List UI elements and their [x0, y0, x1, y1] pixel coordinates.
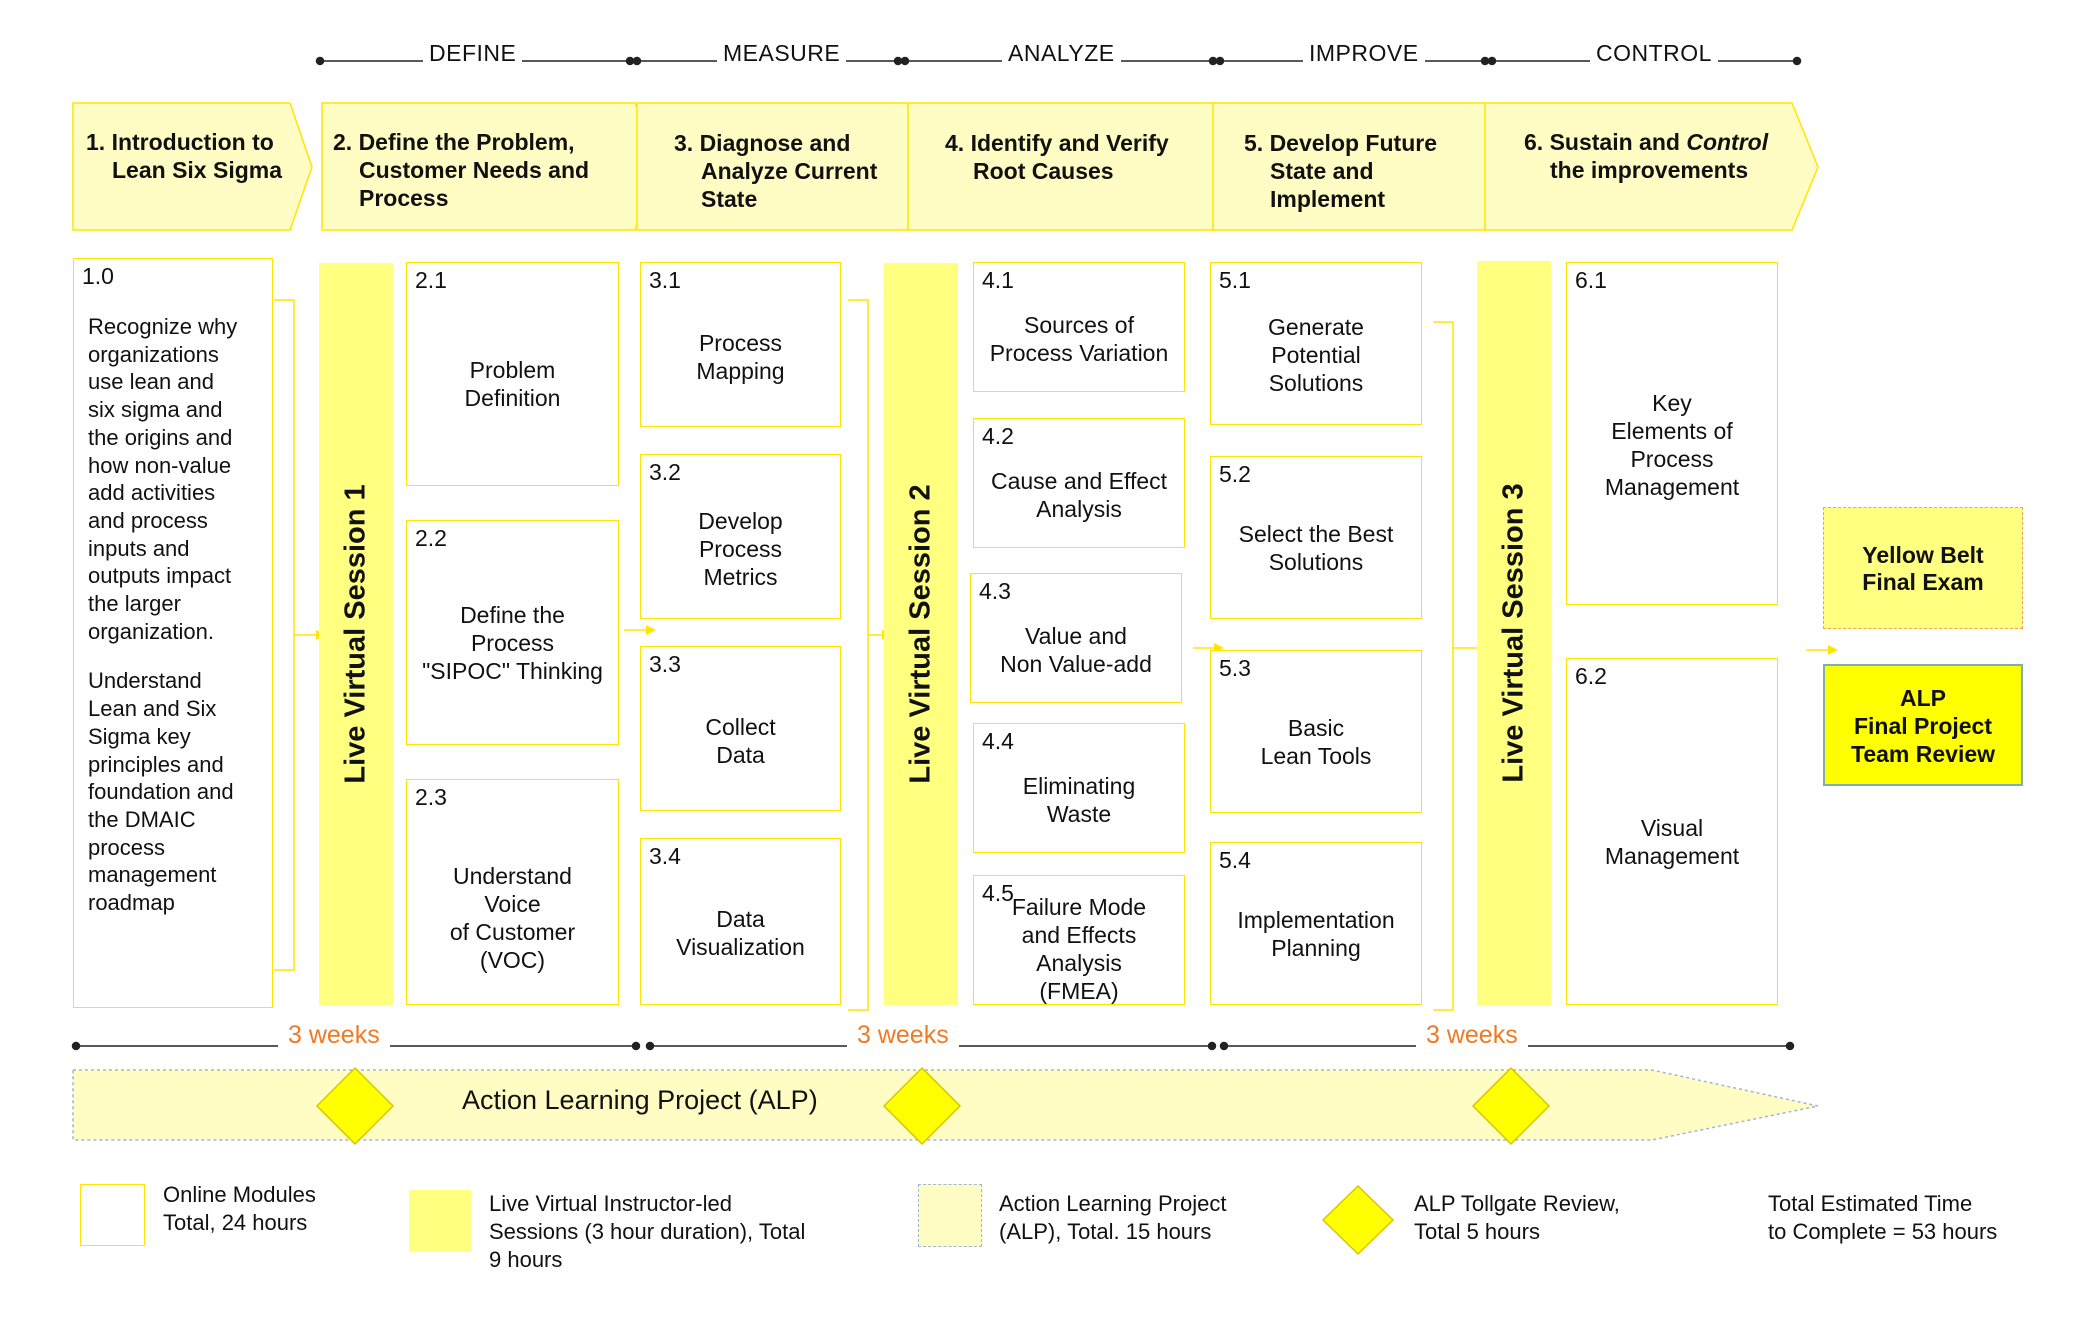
module-5-1[interactable] — [1210, 262, 1422, 425]
module-title: Implementation Planning — [1237, 907, 1395, 961]
module-number: 4.4 — [982, 728, 1014, 754]
module-number: 1.0 — [82, 263, 114, 289]
module-number: 5.3 — [1219, 655, 1251, 681]
legend-online-swatch — [80, 1184, 145, 1246]
module-5-3[interactable] — [1210, 650, 1422, 813]
module-4-5[interactable] — [973, 875, 1185, 1005]
phase-control: CONTROL — [1590, 40, 1718, 67]
module-title: Visual Management — [1604, 815, 1740, 869]
phase-analyze: ANALYZE — [1002, 40, 1121, 67]
alp-label: Action Learning Project (ALP) — [462, 1085, 818, 1115]
module-title: Develop Process Metrics — [698, 508, 783, 590]
module-number: 3.2 — [649, 459, 681, 485]
module-title: Failure Mode and Effects Analysis (FMEA) — [1011, 894, 1147, 1004]
module-number: 3.4 — [649, 843, 681, 869]
module-title: Generate Potential Solutions — [1268, 314, 1364, 396]
step-title-4: 4. Identify and Verify Root Causes — [945, 130, 1169, 184]
module-number: 6.2 — [1575, 663, 1607, 689]
module-2-1[interactable] — [406, 262, 619, 486]
legend-alp-text: Action Learning Project (ALP), Total. 15 hours — [999, 1191, 1227, 1244]
duration-weeks-3: 3 weeks — [1416, 1021, 1528, 1050]
module-number: 5.1 — [1219, 267, 1251, 293]
module-title: Value and Non Value-add — [1000, 623, 1152, 677]
module-6-2[interactable] — [1566, 658, 1778, 1005]
module-5-4[interactable] — [1210, 842, 1422, 1005]
step-title-5: 5. Develop Future State and Implement — [1244, 130, 1437, 212]
module-number: 4.5 — [982, 880, 1014, 906]
duration-weeks-2: 3 weeks — [847, 1021, 959, 1050]
module-title: Collect Data — [705, 714, 776, 768]
step-title-2: 2. Define the Problem, Customer Needs and Process — [333, 129, 590, 211]
module-number: 4.2 — [982, 423, 1014, 449]
legend-tollgate-text: ALP Tollgate Review, Total 5 hours — [1414, 1191, 1620, 1244]
module-6-1[interactable] — [1566, 262, 1778, 605]
step-title-6: 6. Sustain and Control the improvements — [1524, 129, 1769, 183]
intro-description: Recognize why organizations use lean and six sigma and the origins and how non-value add activities and process inputs and outputs impact the larger organization. Understand Lean and Six Sigma key principles and foundation and the DMAIC process management roadmap — [88, 314, 238, 916]
module-title: Sources of Process Variation — [989, 312, 1169, 366]
module-title: Cause and Effect Analysis — [990, 468, 1168, 522]
final-project-review-box[interactable]: ALP Final Project Team Review — [1823, 664, 2023, 786]
phase-improve: IMPROVE — [1303, 40, 1425, 67]
legend-live-text: Live Virtual Instructor-led Sessions (3 hour duration), Total 9 hours — [489, 1191, 806, 1272]
module-title: Basic Lean Tools — [1260, 715, 1372, 769]
module-title: Key Elements of Process Management — [1604, 390, 1740, 500]
module-4-2[interactable] — [973, 418, 1185, 548]
module-number: 6.1 — [1575, 267, 1607, 293]
module-1-0[interactable] — [73, 258, 273, 1008]
live-session-2[interactable]: Live Virtual Session 2 — [884, 263, 958, 1005]
phase-define: DEFINE — [423, 40, 522, 67]
module-number: 4.1 — [982, 267, 1014, 293]
final-exam-box[interactable]: Yellow Belt Final Exam — [1823, 507, 2023, 629]
module-5-2[interactable] — [1210, 456, 1422, 619]
legend-total-time: Total Estimated Time to Complete = 53 hours — [1768, 1191, 1998, 1244]
module-title: Process Mapping — [696, 330, 785, 384]
module-number: 2.1 — [415, 267, 447, 293]
step-title-3: 3. Diagnose and Analyze Current State — [674, 130, 878, 212]
module-title: Eliminating Waste — [1022, 773, 1136, 827]
module-3-4[interactable] — [640, 838, 841, 1005]
module-3-2[interactable] — [640, 454, 841, 619]
module-number: 5.4 — [1219, 847, 1251, 873]
module-title: Problem Definition — [464, 357, 561, 411]
legend-online-text: Online Modules Total, 24 hours — [163, 1182, 316, 1235]
legend-alp-swatch — [918, 1184, 982, 1247]
module-number: 2.3 — [415, 784, 447, 810]
module-4-1[interactable] — [973, 262, 1185, 392]
legend-live-swatch — [409, 1190, 471, 1252]
module-2-3[interactable] — [406, 779, 619, 1005]
module-4-3[interactable] — [970, 573, 1182, 703]
module-number: 4.3 — [979, 578, 1011, 604]
module-title: Select the Best Solutions — [1238, 521, 1394, 575]
module-title: Data Visualization — [676, 906, 805, 960]
module-title: Understand Voice of Customer (VOC) — [449, 863, 576, 973]
module-4-4[interactable] — [973, 723, 1185, 853]
legend-tollgate-diamond — [1323, 1186, 1393, 1254]
live-session-1[interactable]: Live Virtual Session 1 — [319, 263, 393, 1005]
step-title-1: 1. Introduction to Lean Six Sigma — [86, 129, 283, 183]
module-3-3[interactable] — [640, 646, 841, 811]
module-number: 2.2 — [415, 525, 447, 551]
module-title: Define the Process "SIPOC" Thinking — [422, 602, 603, 684]
module-number: 3.3 — [649, 651, 681, 677]
module-2-2[interactable] — [406, 520, 619, 745]
live-session-3[interactable]: Live Virtual Session 3 — [1477, 261, 1551, 1005]
phase-measure: MEASURE — [717, 40, 846, 67]
duration-weeks-1: 3 weeks — [278, 1021, 390, 1050]
module-number: 3.1 — [649, 267, 681, 293]
module-3-1[interactable] — [640, 262, 841, 427]
module-number: 5.2 — [1219, 461, 1251, 487]
